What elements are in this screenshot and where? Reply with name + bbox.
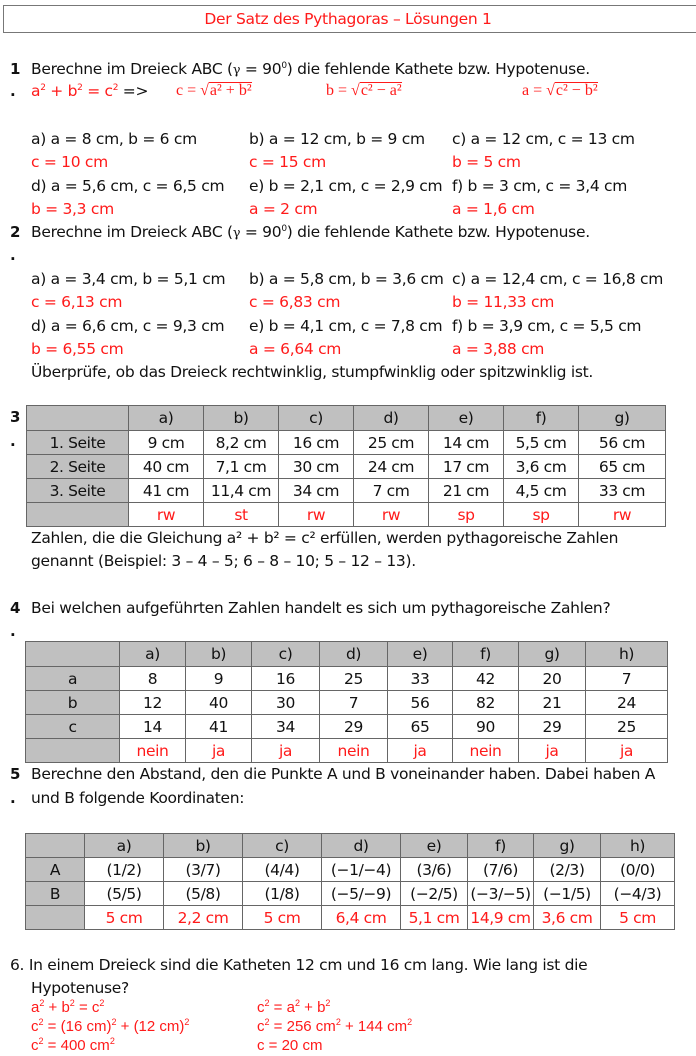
table-cell: 25 cm xyxy=(354,431,429,455)
table-cell: (−2/5) xyxy=(401,882,468,906)
task3-number: 3 xyxy=(10,408,21,426)
task1-item-b-question: b) a = 12 cm, b = 9 cm xyxy=(249,130,425,148)
task2-item-f-answer: a = 3,88 cm xyxy=(452,340,545,358)
header-cell: c) xyxy=(243,834,322,858)
task6-prompt-line1: 6. In einem Dreieck sind die Katheten 12 cm und 16 cm lang. Wie lang ist die xyxy=(10,956,588,974)
table-cell: 17 cm xyxy=(429,455,504,479)
task2-prompt: Berechne im Dreieck ABC $(\gamma = 90^0)$ die fehlende Kathete bzw. Hypotenuse. xyxy=(31,223,590,241)
table-cell: (7/6) xyxy=(468,858,534,882)
table-cell: 16 xyxy=(252,667,320,691)
table-cell: 34 xyxy=(252,715,320,739)
table-row xyxy=(26,715,668,739)
table-row xyxy=(27,431,666,455)
table-cell: 90 xyxy=(453,715,519,739)
table-result-row xyxy=(27,503,666,527)
result-cell: nein xyxy=(320,739,388,763)
table-cell: 9 xyxy=(186,667,252,691)
task4-prompt: Bei welchen aufgeführten Zahlen handelt es sich um pythagoreische Zahlen? xyxy=(31,599,611,617)
result-cell: 2,2 cm xyxy=(164,906,243,930)
result-cell: 14,9 cm xyxy=(468,906,534,930)
formula-b: b = √c² − a² xyxy=(326,82,402,99)
task1-item-e-answer: a = 2 cm xyxy=(249,200,318,218)
result-cell: ja xyxy=(252,739,320,763)
header-cell: h) xyxy=(586,642,668,667)
task6-right-line3: c = 20 cm xyxy=(257,1037,323,1054)
result-cell: nein xyxy=(453,739,519,763)
table-cell: 21 cm xyxy=(429,479,504,503)
table-cell: 9 cm xyxy=(129,431,204,455)
table-cell: 7 xyxy=(320,691,388,715)
table-cell: 41 cm xyxy=(129,479,204,503)
task2-item-a-question: a) a = 3,4 cm, b = 5,1 cm xyxy=(31,270,226,288)
task3-note-line1: Zahlen, die die Gleichung a² + b² = c² erfüllen, werden pythagoreische Zahlen xyxy=(31,529,619,547)
task1-item-a-answer: c = 10 cm xyxy=(31,153,108,171)
row-label: B xyxy=(26,882,85,906)
result-cell: nein xyxy=(120,739,186,763)
header-cell: d) xyxy=(322,834,401,858)
table-cell: 7 xyxy=(586,667,668,691)
result-cell: 5 cm xyxy=(85,906,164,930)
task1-dot: . xyxy=(10,82,16,100)
task2-dot: . xyxy=(10,246,16,264)
result-cell: sp xyxy=(504,503,579,527)
header-cell: b) xyxy=(186,642,252,667)
task3-prompt: Überprüfe, ob das Dreieck rechtwinklig, stumpfwinklig oder spitzwinklig ist. xyxy=(31,363,594,381)
table-cell: 3,6 cm xyxy=(504,455,579,479)
task1-item-c-question: c) a = 12 cm, c = 13 cm xyxy=(452,130,635,148)
table-cell: (1/8) xyxy=(243,882,322,906)
row-label xyxy=(26,739,120,763)
result-cell: ja xyxy=(519,739,586,763)
table-cell: (5/8) xyxy=(164,882,243,906)
table-row xyxy=(26,691,668,715)
task3-table xyxy=(26,405,666,527)
result-cell: rw xyxy=(579,503,666,527)
table-cell: 82 xyxy=(453,691,519,715)
task6-right-line1: $c^2 = a^2 + b^2$ xyxy=(257,998,331,1016)
task2-item-e-answer: a = 6,64 cm xyxy=(249,340,342,358)
row-label xyxy=(27,503,129,527)
table-result-row xyxy=(26,739,668,763)
header-cell: d) xyxy=(320,642,388,667)
header-cell: a) xyxy=(120,642,186,667)
task2-item-b-answer: c = 6,83 cm xyxy=(249,293,341,311)
table-cell: 24 cm xyxy=(354,455,429,479)
task6-left-line2: $c^2 = (16$ cm)$^2$ + (12 cm)$^2$ xyxy=(31,1017,190,1035)
table-cell: 8,2 cm xyxy=(204,431,279,455)
task4-number: 4 xyxy=(10,599,21,617)
row-label: c xyxy=(26,715,120,739)
table-cell: 7 cm xyxy=(354,479,429,503)
task1-item-f-question: f) b = 3 cm, c = 3,4 cm xyxy=(452,177,628,195)
task1-item-a-question: a) a = 8 cm, b = 6 cm xyxy=(31,130,197,148)
task2-item-c-answer: b = 11,33 cm xyxy=(452,293,555,311)
task2-item-b-question: b) a = 5,8 cm, b = 3,6 cm xyxy=(249,270,444,288)
task1-number: 1 xyxy=(10,60,21,78)
task1-item-f-answer: a = 1,6 cm xyxy=(452,200,535,218)
header-cell: c) xyxy=(279,406,354,431)
table-cell: (5/5) xyxy=(85,882,164,906)
table-cell: 8 xyxy=(120,667,186,691)
result-cell: rw xyxy=(129,503,204,527)
task2-number: 2 xyxy=(10,223,21,241)
table-cell: (1/2) xyxy=(85,858,164,882)
result-cell: st xyxy=(204,503,279,527)
row-label: a xyxy=(26,667,120,691)
formula-a: a = √c² − b² xyxy=(522,82,598,99)
header-cell: g) xyxy=(534,834,601,858)
header-cell: h) xyxy=(601,834,675,858)
table-cell: (−1/−4) xyxy=(322,858,401,882)
task2-item-e-question: e) b = 4,1 cm, c = 7,8 cm xyxy=(249,317,443,335)
table-cell: 33 cm xyxy=(579,479,666,503)
row-label: 1. Seite xyxy=(27,431,129,455)
task2-item-f-question: f) b = 3,9 cm, c = 5,5 cm xyxy=(452,317,642,335)
task3-note-line2: genannt (Beispiel: 3 – 4 – 5; 6 – 8 – 10; 5 – 12 – 13). xyxy=(31,552,416,570)
table-cell: 56 xyxy=(388,691,453,715)
table-cell: 12 xyxy=(120,691,186,715)
table-cell: (−1/5) xyxy=(534,882,601,906)
header-cell: b) xyxy=(164,834,243,858)
table-cell: 29 xyxy=(320,715,388,739)
table-row xyxy=(27,479,666,503)
header-cell: f) xyxy=(504,406,579,431)
table-cell: 11,4 cm xyxy=(204,479,279,503)
table-cell: 24 xyxy=(586,691,668,715)
header-cell: e) xyxy=(388,642,453,667)
task6-right-line2: $c^2 = 256$ $cm^2 + 144$ $cm^2$ xyxy=(257,1017,413,1035)
result-cell: ja xyxy=(586,739,668,763)
task2-item-d-answer: b = 6,55 cm xyxy=(31,340,124,358)
task6-left-line3: $c^2 = 400$ $cm^2$ xyxy=(31,1036,115,1054)
header-cell xyxy=(26,834,85,858)
result-cell: 6,4 cm xyxy=(322,906,401,930)
table-row xyxy=(26,882,675,906)
page-title: Der Satz des Pythagoras – Lösungen 1 xyxy=(204,10,492,28)
result-cell: 5 cm xyxy=(601,906,675,930)
header-cell: g) xyxy=(519,642,586,667)
task1-pythagoras-formula: $a^2 + b^2 = c^2$ => xyxy=(31,82,149,100)
table-cell: 5,5 cm xyxy=(504,431,579,455)
table-cell: (4/4) xyxy=(243,858,322,882)
task5-table xyxy=(25,833,675,930)
table-row xyxy=(27,455,666,479)
task3-dot: . xyxy=(10,432,16,450)
header-cell: a) xyxy=(129,406,204,431)
table-cell: 14 cm xyxy=(429,431,504,455)
table-result-row xyxy=(26,906,675,930)
task6-prompt-line2: Hypotenuse? xyxy=(31,979,129,997)
table-header-row xyxy=(26,642,668,667)
table-cell: (3/6) xyxy=(401,858,468,882)
table-cell: 21 xyxy=(519,691,586,715)
header-cell: f) xyxy=(468,834,534,858)
task5-dot: . xyxy=(10,789,16,807)
result-cell: rw xyxy=(354,503,429,527)
task2-item-d-question: d) a = 6,6 cm, c = 9,3 cm xyxy=(31,317,225,335)
table-cell: 34 cm xyxy=(279,479,354,503)
table-cell: (3/7) xyxy=(164,858,243,882)
formula-c: c = √a² + b² xyxy=(176,82,252,99)
header-cell: e) xyxy=(401,834,468,858)
table-cell: 65 cm xyxy=(579,455,666,479)
row-label: A xyxy=(26,858,85,882)
table-cell: 33 xyxy=(388,667,453,691)
result-cell: 5 cm xyxy=(243,906,322,930)
table-cell: (−5/−9) xyxy=(322,882,401,906)
task1-prompt: Berechne im Dreieck ABC $(\gamma = 90^0)$ die fehlende Kathete bzw. Hypotenuse. xyxy=(31,60,590,78)
task6-left-line1: $a^2 + b^2 = c^2$ xyxy=(31,998,105,1016)
table-cell: 40 cm xyxy=(129,455,204,479)
table-cell: 20 xyxy=(519,667,586,691)
row-label xyxy=(26,906,85,930)
table-cell: (−3/−5) xyxy=(468,882,534,906)
table-cell: 16 cm xyxy=(279,431,354,455)
task5-prompt-line2: und B folgende Koordinaten: xyxy=(31,789,245,807)
table-cell: 30 cm xyxy=(279,455,354,479)
row-label: 3. Seite xyxy=(27,479,129,503)
task4-dot: . xyxy=(10,622,16,640)
table-cell: 14 xyxy=(120,715,186,739)
result-cell: ja xyxy=(186,739,252,763)
header-cell: c) xyxy=(252,642,320,667)
row-label: b xyxy=(26,691,120,715)
result-cell: ja xyxy=(388,739,453,763)
header-cell: f) xyxy=(453,642,519,667)
table-row xyxy=(26,667,668,691)
table-cell: 29 xyxy=(519,715,586,739)
table-cell: 30 xyxy=(252,691,320,715)
task1-item-e-question: e) b = 2,1 cm, c = 2,9 cm xyxy=(249,177,443,195)
task2-item-a-answer: c = 6,13 cm xyxy=(31,293,123,311)
table-header-row xyxy=(26,834,675,858)
task5-prompt-line1: Berechne den Abstand, den die Punkte A und B voneinander haben. Dabei haben A xyxy=(31,765,656,783)
task1-item-d-answer: b = 3,3 cm xyxy=(31,200,114,218)
table-header-row xyxy=(27,406,666,431)
header-cell: g) xyxy=(579,406,666,431)
table-cell: (−4/3) xyxy=(601,882,675,906)
table-cell: 25 xyxy=(320,667,388,691)
table-cell: 65 xyxy=(388,715,453,739)
header-cell: a) xyxy=(85,834,164,858)
result-cell: rw xyxy=(279,503,354,527)
header-cell: b) xyxy=(204,406,279,431)
task1-item-d-question: d) a = 5,6 cm, c = 6,5 cm xyxy=(31,177,225,195)
task2-item-c-question: c) a = 12,4 cm, c = 16,8 cm xyxy=(452,270,664,288)
table-cell: 42 xyxy=(453,667,519,691)
table-cell: 41 xyxy=(186,715,252,739)
result-cell: 5,1 cm xyxy=(401,906,468,930)
task5-number: 5 xyxy=(10,765,21,783)
result-cell: sp xyxy=(429,503,504,527)
row-label: 2. Seite xyxy=(27,455,129,479)
task4-table xyxy=(25,641,668,763)
header-cell: e) xyxy=(429,406,504,431)
result-cell: 3,6 cm xyxy=(534,906,601,930)
table-cell: 40 xyxy=(186,691,252,715)
task1-item-c-answer: b = 5 cm xyxy=(452,153,521,171)
header-cell xyxy=(27,406,129,431)
task1-item-b-answer: c = 15 cm xyxy=(249,153,326,171)
table-row xyxy=(26,858,675,882)
header-cell xyxy=(26,642,120,667)
header-cell: d) xyxy=(354,406,429,431)
table-cell: 7,1 cm xyxy=(204,455,279,479)
table-cell: 25 xyxy=(586,715,668,739)
table-cell: (2/3) xyxy=(534,858,601,882)
table-cell: 56 cm xyxy=(579,431,666,455)
table-cell: (0/0) xyxy=(601,858,675,882)
table-cell: 4,5 cm xyxy=(504,479,579,503)
